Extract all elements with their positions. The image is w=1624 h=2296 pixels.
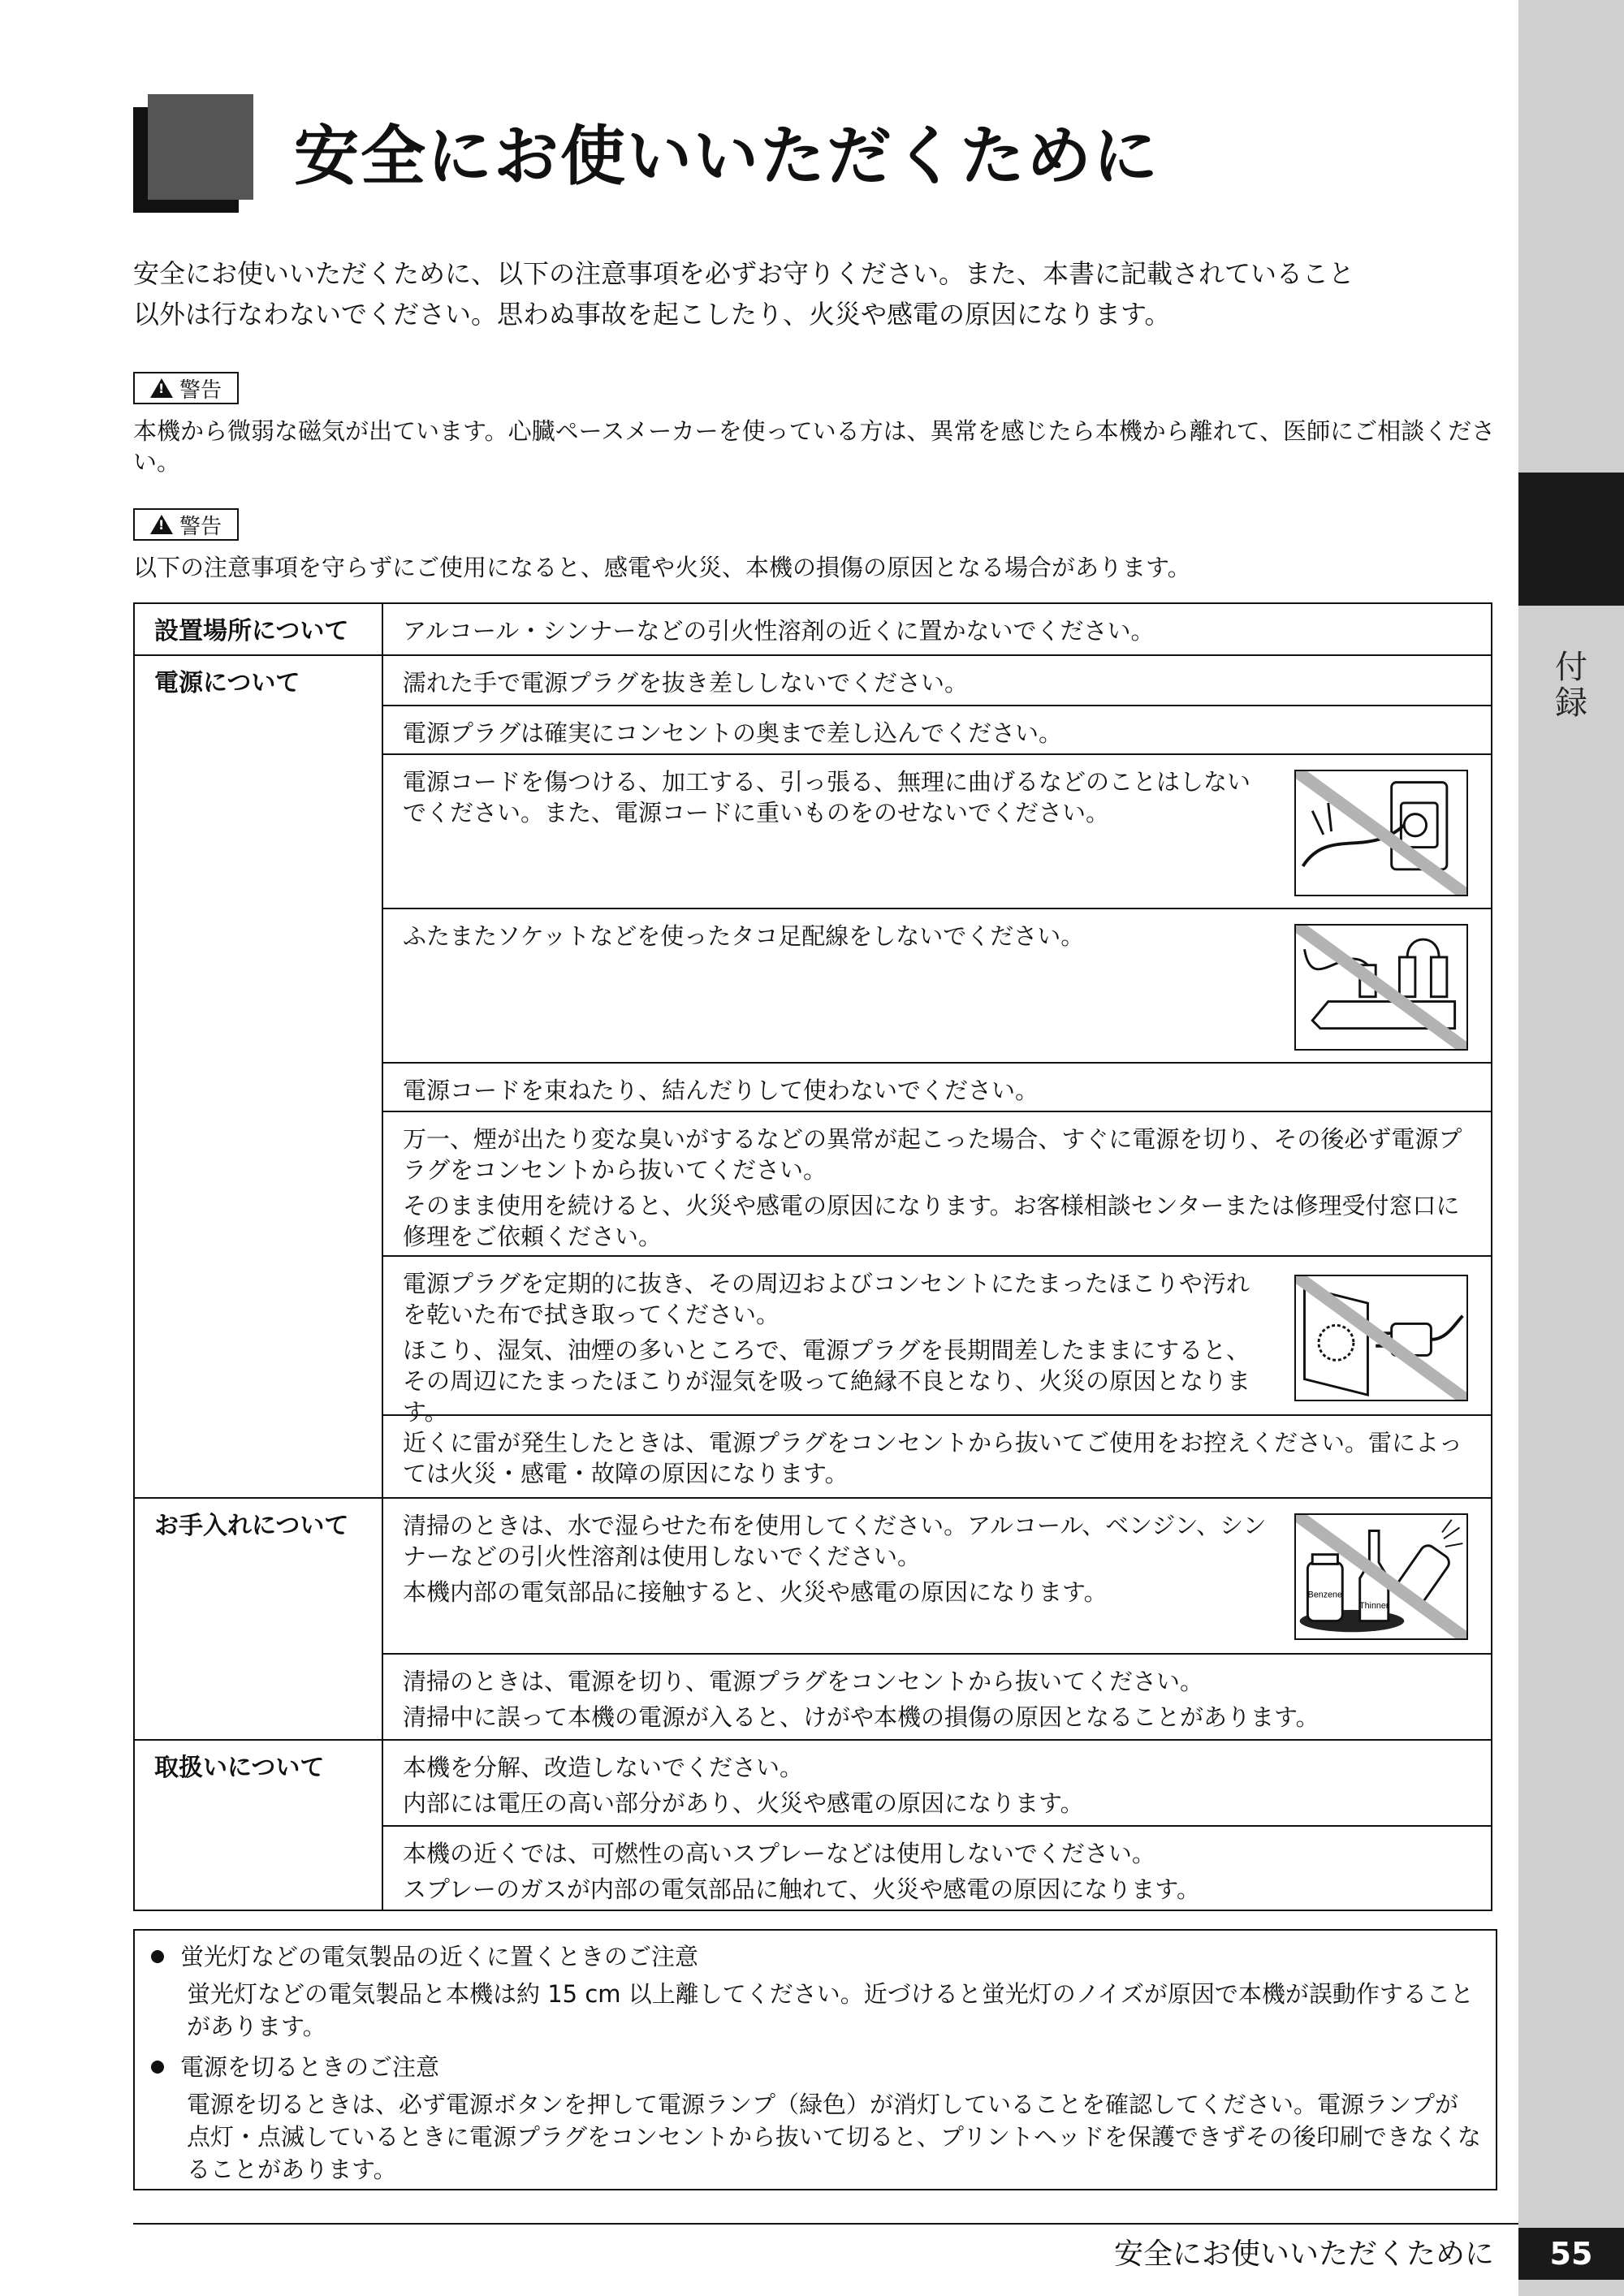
table-row: アルコール・シンナーなどの引火性溶剤の近くに置かないでください。 xyxy=(403,617,1155,645)
table-row: 電源コードを束ねたり、結んだりして使わないでください。 xyxy=(383,1062,1491,1111)
warning-badge: ! 警告 xyxy=(133,372,239,404)
table-row: 電源プラグは確実にコンセントの奥まで差し込んでください。 xyxy=(383,705,1491,753)
table-row: 近くに雷が発生したときは、電源プラグをコンセントから抜いてご使用をお控えください。雷によっては火災・感電・故障の原因になります。 xyxy=(383,1414,1491,1497)
warning-badge: ! 警告 xyxy=(133,508,239,541)
intro-paragraph: 安全にお使いいただくために、以下の注意事項を必ずお守りください。また、本書に記載されていること 以外は行なわないでください。思わぬ事故を起こしたり、火災や感電の原因になります。 xyxy=(133,258,1355,330)
warning-triangle-icon xyxy=(150,515,173,534)
note-heading: 蛍光灯などの電気製品の近くに置くときのご注意 xyxy=(180,1943,699,1970)
solvent-bottles-icon xyxy=(1296,1515,1466,1638)
bullet-icon xyxy=(151,2061,164,2074)
note-power-off xyxy=(146,2051,1481,2186)
table-group-cleaning xyxy=(135,1497,1491,1739)
table-row: 万一、煙が出たり変な臭いがするなどの異常が起こった場合、すぐに電源を切り、その後必ず電源プラグをコンセントから抜いてください。 そのまま使用を続けると、火災や感電の原因になります。お客様相談センターまたは修理受付窓口に修理をご依頼ください。 xyxy=(383,1111,1491,1255)
note-body: 電源を切るときは、必ず電源ボタンを押して電源ランプ（緑色）が消灯していることを確認してください。電源ランプが点灯・点滅しているときに電源プラグをコンセントから抜いて切ると、プリントヘッドを保護できずその後印刷できなくなることがあります。 xyxy=(187,2091,1481,2183)
table-row: 電源コードを傷つける、加工する、引っ張る、無理に曲げるなどのことはしないでください。また、電源コードに重いものをのせないでください。 xyxy=(383,753,1491,908)
bullet-icon xyxy=(151,1950,164,1963)
side-section-label: 付 録 xyxy=(1555,649,1587,722)
table-row: 清掃のときは、水で湿らせた布を使用してください。アルコール、ベンジン、シンナーなどの引火性溶剤は使用しないでください。 本機内部の電気部品に接触すると、火災や感電の原因になります。 Benzene Thinner xyxy=(383,1499,1491,1653)
table-row: 電源プラグを定期的に抜き、その周辺およびコンセントにたまったほこりや汚れを乾いた布で拭き取ってください。 ほこり、湿気、油煙の多いところで、電源プラグを長期間差したままにすると、その周辺にたまったほこりが湿気を吸って絶縁不良となり、火災の原因となります。 xyxy=(383,1255,1491,1414)
table-row: 本機の近くでは、可燃性の高いスプレーなどは使用しないでください。 スプレーのガスが内部の電気部品に触れて、火災や感電の原因になります。 xyxy=(383,1825,1491,1910)
thinner-label: Thinner xyxy=(1359,1600,1389,1611)
note-body: 蛍光灯などの電気製品と本機は約 15 cm 以上離してください。近づけると蛍光灯のノイズが原因で本機が誤動作することがあります。 xyxy=(187,1980,1474,2040)
table-row: 清掃のときは、電源を切り、電源プラグをコンセントから抜いてください。 清掃中に誤って本機の電源が入ると、けがや本機の損傷の原因となることがあります。 xyxy=(383,1653,1491,1739)
table-row: 本機を分解、改造しないでください。 内部には電圧の高い部分があり、火災や感電の原因になります。 xyxy=(403,1754,1084,1817)
damaged-cord-icon xyxy=(1296,771,1466,895)
table-group-installation xyxy=(135,604,1491,654)
plug-outlet-icon xyxy=(1296,1276,1466,1400)
table-row: 濡れた手で電源プラグを抜き差ししないでください。 xyxy=(403,669,969,697)
warning-text-magnetic: 本機から微弱な磁気が出ています。心臓ペースメーカーを使っている方は、異常を感じたら本機から離れて、医師にご相談ください。 xyxy=(133,417,1496,476)
footer-title: 安全にお使いいただくために xyxy=(1113,2238,1494,2271)
table-row: ふたまたソケットなどを使ったタコ足配線をしないでください。 xyxy=(383,908,1491,1062)
table-group-handling xyxy=(135,1739,1491,1910)
note-fluorescent xyxy=(146,1940,1481,2043)
note-heading: 電源を切るときのご注意 xyxy=(180,2053,440,2081)
side-strip xyxy=(1518,0,1624,2296)
footer-rule xyxy=(133,2223,1518,2225)
notes-box xyxy=(133,1929,1497,2190)
category-cell: 取扱いについて xyxy=(135,1741,383,1910)
category-cell: 電源について xyxy=(135,656,383,1497)
title-square xyxy=(148,94,253,200)
page-title: 安全にお使いいただくために xyxy=(294,119,1160,194)
dusty-plug-illustration xyxy=(1294,1275,1468,1401)
no-cord-damage-illustration xyxy=(1294,770,1468,896)
side-section-tab xyxy=(1518,473,1624,606)
table-group-power xyxy=(135,654,1491,1497)
no-octopus-wiring-illustration xyxy=(1294,924,1468,1051)
warning-triangle-icon xyxy=(150,378,173,398)
multi-plug-icon xyxy=(1296,926,1466,1049)
category-cell: 設置場所について xyxy=(135,604,383,654)
category-cell: お手入れについて xyxy=(135,1499,383,1739)
warning-text-general: 以下の注意事項を守らずにご使用になると、感電や火災、本機の損傷の原因となる場合があります。 xyxy=(133,554,1191,581)
safety-table xyxy=(133,602,1492,1911)
page-number: 55 xyxy=(1518,2228,1624,2280)
benzene-label: Benzene xyxy=(1307,1590,1342,1600)
no-solvent-illustration xyxy=(1294,1513,1468,1640)
